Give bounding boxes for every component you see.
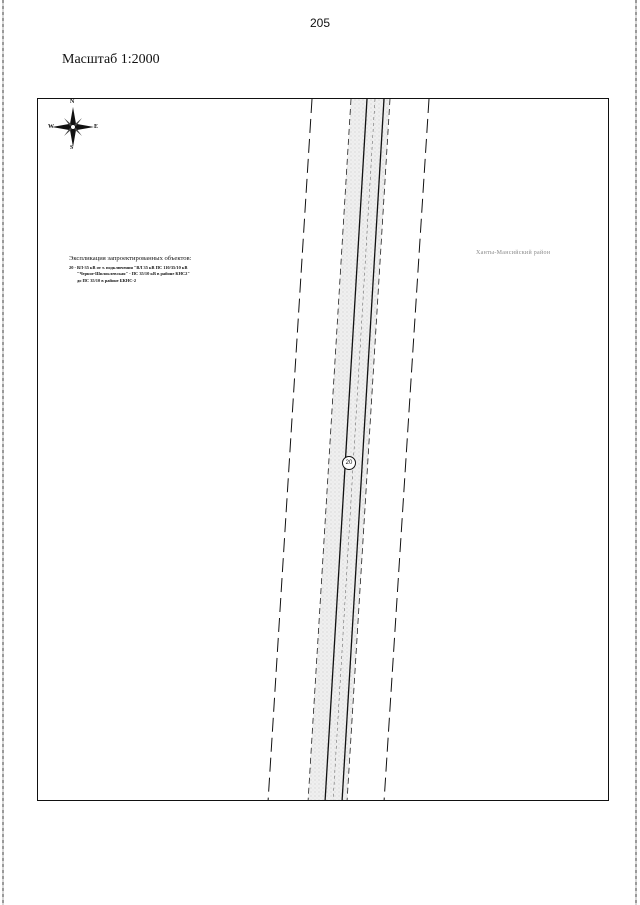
right-of-way-left-boundary [268, 99, 312, 801]
compass-east-label: E [94, 124, 99, 130]
scan-edge-right [635, 0, 637, 905]
compass-rose [48, 99, 99, 151]
legend-line: до ПС 35/10 в районе БКНС-2 [77, 277, 137, 283]
map-canvas [38, 99, 609, 801]
scan-edge-left [2, 0, 4, 905]
district-label: Ханты-Мансийский район [476, 250, 551, 256]
power-line-number-marker[interactable]: 20 [342, 456, 356, 470]
legend-line: 20 - ВЛ-35 кВ от т. подключения "ВЛ 35 кВ ПС 110/35/10 кВ [69, 265, 188, 270]
compass-west-label: W [48, 124, 54, 130]
right-of-way-right-boundary [384, 99, 429, 801]
map-frame[interactable] [37, 98, 609, 801]
scale-label: Масштаб 1:2000 [62, 52, 160, 67]
compass-north-label: N [70, 99, 75, 105]
legend [69, 255, 269, 284]
legend-title: Экспликация запроектированных объектов: [69, 255, 192, 262]
legend-line: "Черное-Шилоклевская" - ПС 35/10 кВ в районе КНС2" [77, 271, 190, 277]
compass-south-label: S [70, 145, 74, 151]
compass-star-icon [48, 103, 98, 151]
page-number: 205 [309, 16, 331, 30]
